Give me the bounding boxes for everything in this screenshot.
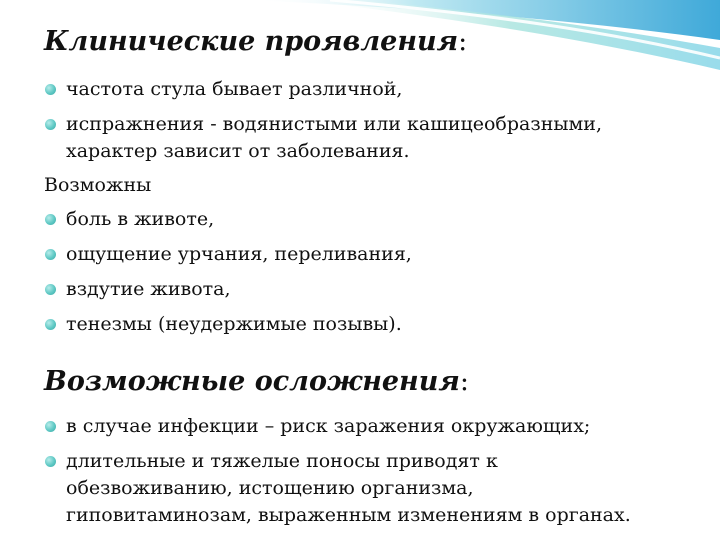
list-item: испражнения - водянистыми или кашицеобразными, (66, 113, 602, 135)
bullet-icon (45, 84, 56, 95)
section-title-clinical-text: Клинические проявления (44, 26, 459, 57)
list-item: ощущение урчания, переливания, (66, 243, 412, 265)
section-title-clinical (44, 26, 467, 57)
bullet-icon (45, 421, 56, 432)
bullet-icon (45, 249, 56, 260)
plain-text: Возможны (44, 174, 152, 196)
bullet-icon (45, 456, 56, 467)
list-item-continuation: гиповитаминозам, выраженным изменениям в органах. (66, 504, 631, 526)
list-item: вздутие живота, (66, 278, 231, 300)
bullet-icon (45, 214, 56, 225)
list-item: длительные и тяжелые поносы приводят к (66, 450, 498, 472)
section-title-clinical-colon: : (458, 26, 468, 57)
list-item-continuation: обезвоживанию, истощению организма, (66, 477, 474, 499)
list-item-continuation: характер зависит от заболевания. (66, 140, 410, 162)
list-item: тенезмы (неудержимые позывы). (66, 313, 402, 335)
bullet-icon (45, 319, 56, 330)
section-title-complications-text: Возможные осложнения (44, 366, 460, 397)
list-item: в случае инфекции – риск заражения окружающих; (66, 415, 591, 437)
section-title-complications-colon: : (459, 366, 469, 397)
list-item: боль в животе, (66, 208, 215, 230)
list-item: частота стула бывает различной, (66, 78, 403, 100)
bullet-icon (45, 119, 56, 130)
section-title-complications (44, 366, 469, 397)
bullet-icon (45, 284, 56, 295)
